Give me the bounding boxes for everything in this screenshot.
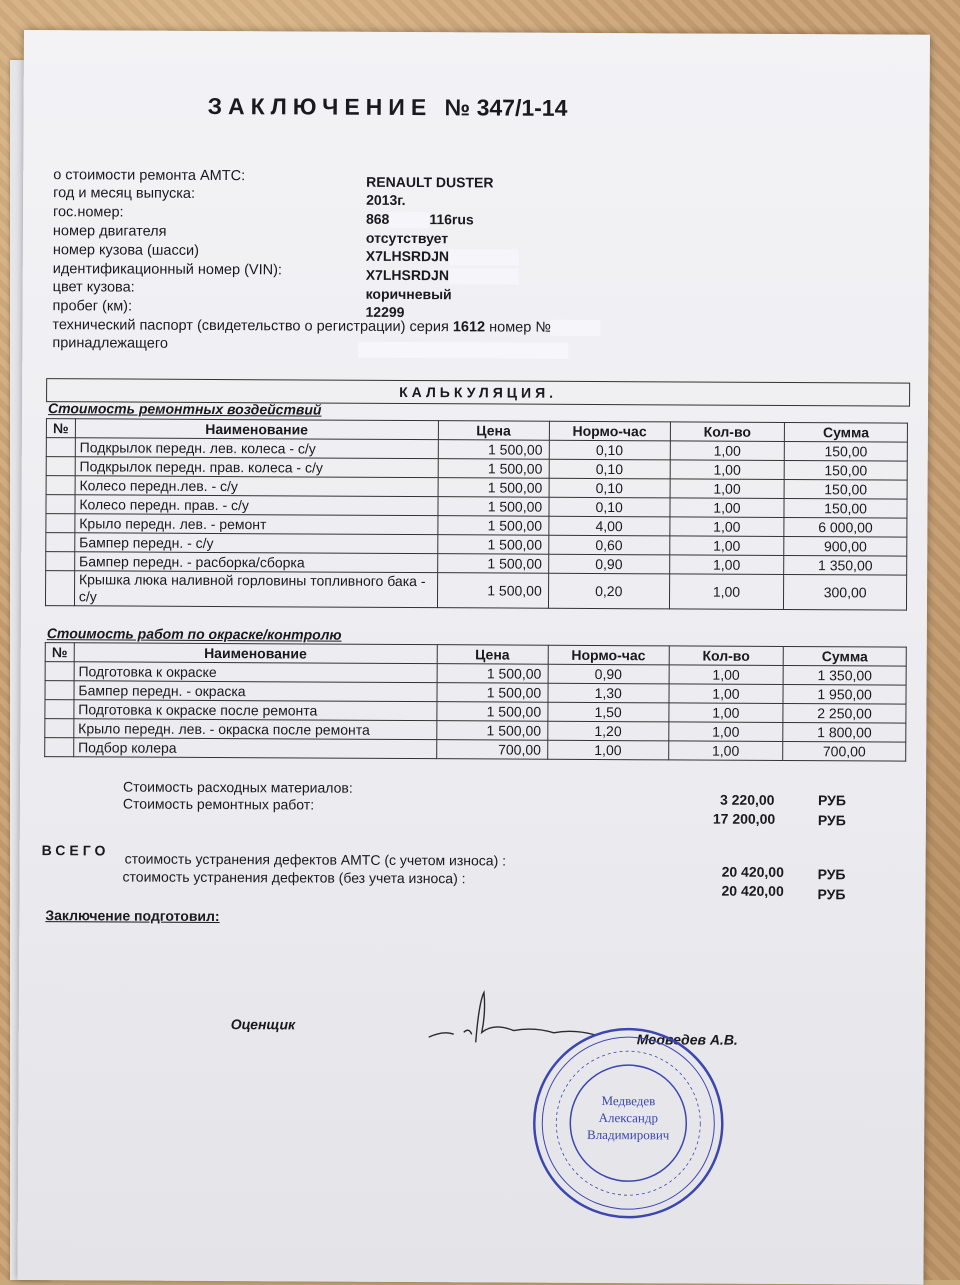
appraiser-name: Медведев А.В. [636, 1031, 738, 1048]
cell-qty: 1,00 [669, 574, 784, 610]
cell-qty: 1,00 [668, 741, 783, 761]
cell-hours: 4,00 [549, 516, 670, 536]
info-label: номер двигателя [52, 223, 167, 240]
cell-sum: 1 800,00 [783, 722, 906, 742]
works-currency: РУБ [817, 812, 846, 829]
cell-price: 1 500,00 [438, 478, 549, 498]
cell-qty: 1,00 [670, 441, 785, 461]
repair-section-heading: Стоимость ремонтных воздействий [47, 400, 322, 418]
info-value: отсутствует [365, 229, 449, 247]
cell-price: 1 500,00 [437, 664, 548, 684]
info-label: пробег (км): [52, 298, 133, 315]
materials-label: Стоимость расходных материалов: [122, 778, 353, 796]
without-wear-label: стоимость устранения дефектов (без учета износа) : [122, 868, 466, 887]
cell-index [45, 681, 74, 700]
appraiser-role: Оценщик [230, 1016, 296, 1033]
cell-name: Колесо передн. прав. - с/у [75, 495, 438, 516]
owner-label: принадлежащего [52, 335, 168, 352]
cell-sum: 150,00 [784, 498, 907, 518]
cell-price: 1 500,00 [436, 702, 547, 722]
cell-hours: 0,10 [549, 497, 670, 517]
repair-table: № Наименование Цена Нормо-час Кол-во Сумма Подкрылок передн. лев. колеса - с/у 1 500,00 0,10 1,00 150,00 Подкрылок передн. прав. колеса - с/у 1 500,00 0,10 1,00 150,00 Колесо передн.лев. - с/у 1 500,00 0,10 1,00 150,00 Колесо передн. прав. - с/у 1 500,00 0,10 1,00 150,00 Крыло передн. лев. - ремонт 1 500,00 4,00 1,00 6 000,00 Бампер передн. - с/у 1 500,00 0,60 1,00 900,00 Бампер передн. - расборка/сборка 1 500,00 0,90 1,00 1 350,00 Крышка люка наливной горловины топливного бака - с/у 1 500,00 0,20 1,00 300,00 [45, 418, 908, 611]
works-label: Стоимость ремонтных работ: [122, 795, 315, 813]
cell-name: Подготовка к окраске после ремонта [74, 700, 437, 721]
cell-price: 1 500,00 [438, 459, 549, 479]
cell-name: Колесо передн.лев. - с/у [75, 476, 438, 497]
materials-value: 3 220,00 [719, 791, 775, 808]
cell-hours: 0,10 [549, 478, 670, 498]
without-wear-value: 20 420,00 [721, 882, 784, 899]
cell-qty: 1,00 [668, 722, 783, 742]
with-wear-label: стоимость устранения дефектов АМТС (с учетом износа) : [124, 850, 507, 869]
cell-price: 1 500,00 [437, 535, 548, 555]
info-value: X7LHSRDJN [366, 248, 519, 266]
redacted-owner [358, 342, 568, 359]
cell-index [45, 719, 74, 738]
works-value: 17 200,00 [712, 810, 776, 827]
cell-index [46, 514, 75, 533]
table-row [45, 738, 906, 762]
cell-price: 1 500,00 [437, 554, 548, 574]
cell-sum: 300,00 [784, 574, 907, 610]
cell-sum: 1 350,00 [783, 665, 906, 685]
cell-index [45, 700, 74, 719]
vehicle-info [22, 30, 924, 375]
info-label: номер кузова (шасси) [52, 242, 199, 259]
cell-index [46, 476, 75, 495]
cell-hours: 0,90 [548, 554, 669, 574]
cell-index [45, 571, 74, 606]
cell-sum: 150,00 [784, 460, 907, 480]
cell-hours: 0,60 [548, 535, 669, 555]
prepared-by: Заключение подготовил: [45, 907, 220, 925]
cell-hours: 1,00 [547, 740, 668, 760]
cell-sum: 1 350,00 [784, 555, 907, 575]
info-label: идентификационный номер (VIN): [52, 261, 283, 279]
cell-price: 1 500,00 [437, 516, 548, 536]
cell-qty: 1,00 [669, 536, 784, 556]
cell-price: 1 500,00 [438, 497, 549, 517]
document-title: ЗАКЛЮЧЕНИЕ № 347/1-14 [207, 92, 568, 121]
cell-price: 1 500,00 [437, 573, 548, 609]
cell-name: Подготовка к окраске [74, 662, 437, 683]
cell-qty: 1,00 [669, 665, 784, 685]
cell-index [45, 738, 74, 757]
cell-name: Бампер передн. - окраска [74, 681, 437, 702]
cell-qty: 1,00 [669, 684, 784, 704]
cell-price: 700,00 [436, 740, 547, 760]
cell-index [46, 438, 75, 457]
document-page [17, 30, 930, 1285]
cell-name: Бампер передн. - с/у [75, 533, 438, 554]
cell-name: Крыло передн. лев. - окраска после ремонта [74, 719, 437, 740]
cell-index [46, 457, 75, 476]
cell-name: Крышка люка наливной горловины топливного бака - с/у [74, 571, 437, 608]
cell-index [46, 533, 75, 552]
stamp-line-3: Владимирович [587, 1126, 670, 1143]
cell-name: Подкрылок передн. прав. колеса - с/у [75, 457, 438, 478]
cell-qty: 1,00 [670, 517, 785, 537]
cell-sum: 900,00 [784, 536, 907, 556]
cell-hours: 1,30 [548, 683, 669, 703]
info-value: 2013г. [366, 191, 406, 209]
cell-name: Подкрылок передн. лев. колеса - с/у [75, 438, 438, 459]
cell-qty: 1,00 [669, 703, 784, 723]
info-label: гос.номер: [53, 204, 124, 221]
cell-qty: 1,00 [669, 555, 784, 575]
cell-name: Подбор колера [74, 738, 437, 759]
cell-qty: 1,00 [670, 498, 785, 518]
info-value: коричневый [365, 285, 452, 303]
materials-currency: РУБ [817, 792, 846, 809]
cell-sum: 150,00 [784, 479, 907, 499]
cell-price: 1 500,00 [436, 721, 547, 741]
info-value: 12299 [365, 303, 405, 320]
cell-hours: 0,20 [548, 573, 669, 609]
cell-price: 1 500,00 [438, 440, 549, 460]
cell-qty: 1,00 [670, 460, 785, 480]
cell-price: 1 500,00 [437, 683, 548, 703]
cell-sum: 1 950,00 [783, 684, 906, 704]
with-wear-currency: РУБ [817, 866, 846, 883]
cell-hours: 0,10 [549, 440, 670, 460]
info-value: RENAULT DUSTER [366, 173, 494, 191]
paint-table: № Наименование Цена Нормо-час Кол-во Сумма Подготовка к окраске 1 500,00 0,90 1,00 1 350,00 Бампер передн. - окраска 1 500,00 1,30 1,00 1 950,00 Подготовка к окраске после ремонта 1 500,00 1,50 1,00 2 250,00 Крыло передн. лев. - окраска после ремонта 1 500,00 1,20 1,00 1 800,00 Подбор колера 700,00 1,00 1,00 700,00 [44, 642, 907, 762]
info-value: X7LHSRDJN [366, 267, 519, 285]
info-label: год и месяц выпуска: [53, 185, 196, 202]
cell-index [45, 662, 74, 681]
cell-name: Бампер передн. - расборка/сборка [75, 552, 438, 573]
table-row [45, 571, 906, 611]
passport-line: технический паспорт (свидетельство о регистрации) серия 1612 номер № [52, 317, 912, 338]
cell-hours: 1,50 [548, 702, 669, 722]
total-word: ВСЕГО [41, 842, 110, 859]
cell-hours: 0,90 [548, 664, 669, 684]
official-stamp [528, 1023, 729, 1224]
info-label: цвет кузова: [52, 279, 135, 296]
cell-qty: 1,00 [670, 479, 785, 499]
calculation-title: КАЛЬКУЛЯЦИЯ. [46, 378, 910, 407]
with-wear-value: 20 420,00 [721, 863, 784, 880]
without-wear-currency: РУБ [817, 886, 846, 903]
cell-sum: 150,00 [784, 441, 907, 461]
cell-sum: 700,00 [783, 741, 906, 761]
cell-index [46, 552, 75, 571]
paint-section-heading: Стоимость работ по окраске/контролю [46, 625, 342, 643]
info-value: 868 116rus [365, 210, 474, 228]
info-label: о стоимости ремонта АМТС: [53, 167, 246, 185]
cell-sum: 2 250,00 [783, 703, 906, 723]
cell-name: Крыло передн. лев. - ремонт [75, 514, 438, 535]
cell-hours: 0,10 [549, 459, 670, 479]
stamp-line-2: Александр [598, 1110, 659, 1126]
stamp-line-1: Медведев [601, 1093, 656, 1109]
cell-sum: 6 000,00 [784, 517, 907, 537]
cell-hours: 1,20 [547, 721, 668, 741]
cell-index [46, 495, 75, 514]
